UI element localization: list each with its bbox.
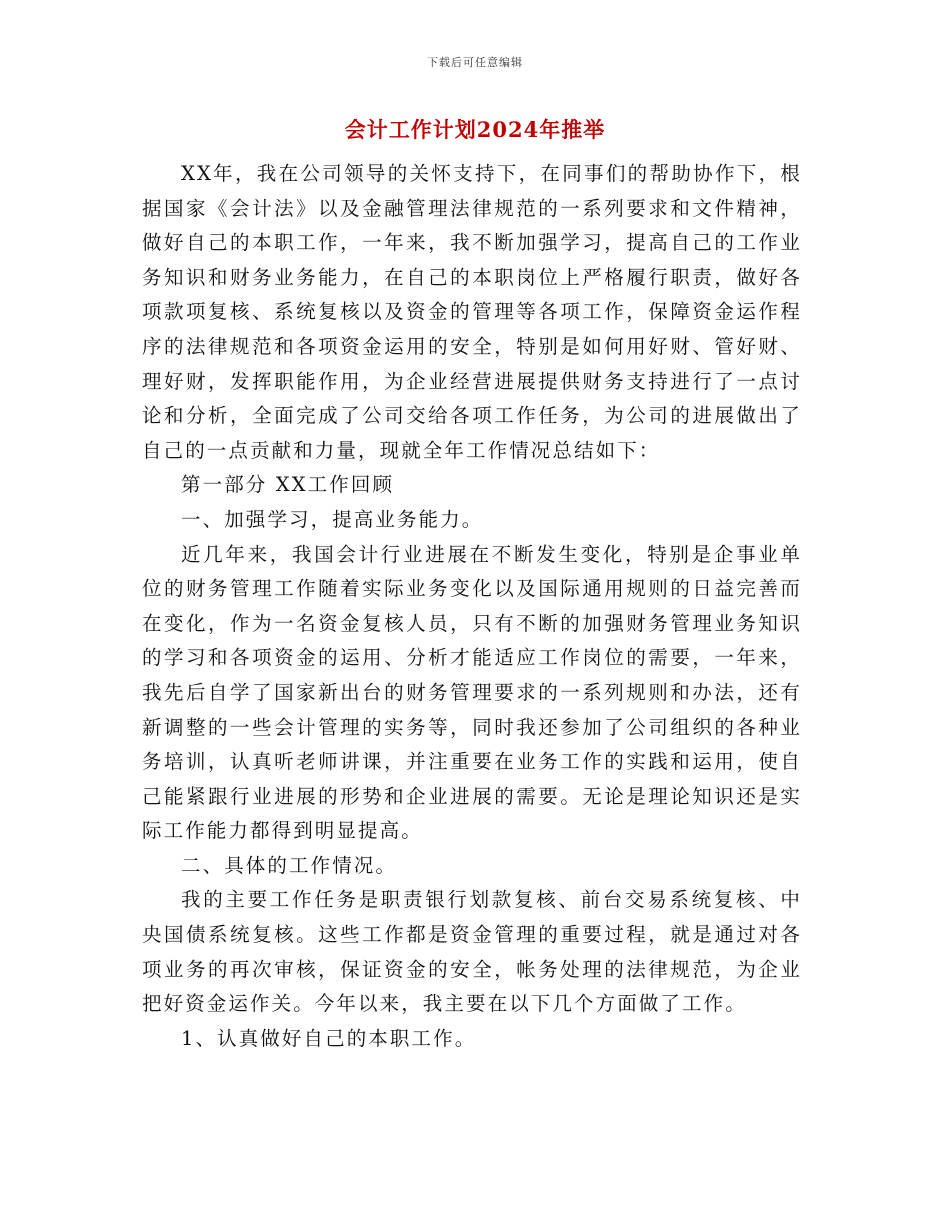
- paragraph-intro: XX年，我在公司领导的关怀支持下，在同事们的帮助协作下，根据国家《会计法》以及金融管理法律规范的一系列要求和文件精神，做好自己的本职工作，一年来，我不断加强学习，提高自己的工作业务知识和财务业务能力，在自己的本职岗位上严格履行职责，做好各项款项复核、系统复核以及资金的管理等各项工作，保障资金运作程序的法律规范和各项资金运用的安全，特别是如何用好财、管好财、理好财，发挥职能作用，为企业经营进展提供财务支持进行了一点讨论和分析，全面完成了公司交给各项工作任务，为公司的进展做出了自己的一点贡献和力量，现就全年工作情况总结如下：: [142, 162, 802, 462]
- subheading-study: 一、加强学习，提高业务能力。: [181, 507, 484, 531]
- subheading-work: 二、具体的工作情况。: [181, 853, 398, 877]
- subheading-duty: 1、认真做好自己的本职工作。: [181, 1026, 477, 1050]
- document-title: 会计工作计划2024年推举: [344, 117, 606, 142]
- paragraph-work: 我的主要工作任务是职责银行划款复核、前台交易系统复核、中央国债系统复核。这些工作都是资金管理的重要过程，就是通过对各项业务的再次审核，保证资金的安全，帐务处理的法律规范，为企业把好资金运作关。今年以来，我主要在以下几个方面做了工作。: [142, 888, 802, 1016]
- section-heading-part-one: 第一部分 XX工作回顾: [181, 473, 395, 497]
- header-note: 下载后可任意编辑: [427, 56, 523, 69]
- paragraph-study: 近几年来，我国会计行业进展在不断发生变化，特别是企事业单位的财务管理工作随着实际业务变化以及国际通用规则的日益完善而在变化，作为一名资金复核人员，只有不断的加强财务管理业务知识的学习和各项资金的运用、分析才能适应工作岗位的需要，一年来，我先后自学了国家新出台的财务管理要求的一系列规则和办法，还有新调整的一些会计管理的实务等，同时我还参加了公司组织的各种业务培训，认真听老师讲课，并注重要在业务工作的实践和运用，使自己能紧跟行业进展的形势和企业进展的需要。无论是理论知识还是实际工作能力都得到明显提高。: [142, 542, 802, 843]
- document-body: [142, 157, 802, 1056]
